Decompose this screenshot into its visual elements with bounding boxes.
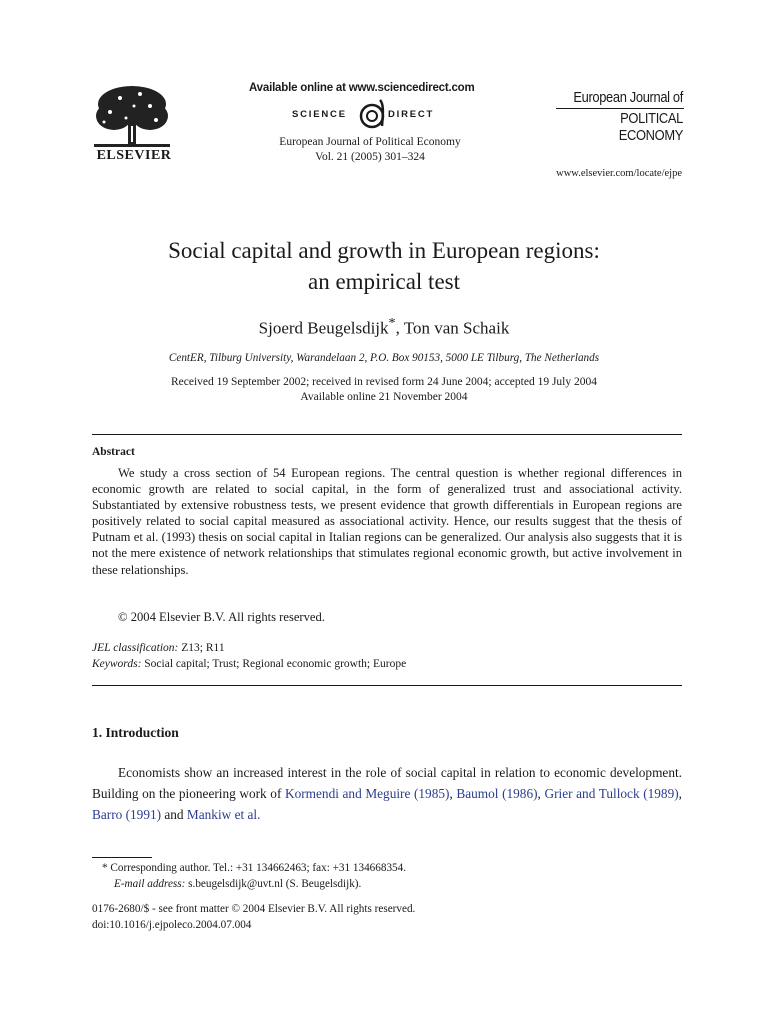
- author-list: [0, 315, 768, 339]
- available-online-date: Available online 21 November 2004: [300, 391, 468, 403]
- sciencedirect-left-word: SCIENCE: [292, 109, 347, 120]
- journal-logo: [571, 89, 683, 144]
- abstract-heading: Abstract: [92, 446, 135, 458]
- citation-link[interactable]: Mankiw et al.: [186, 807, 261, 822]
- email-value[interactable]: s.beugelsdijk@uvt.nl (S. Beugelsdijk).: [185, 878, 362, 890]
- publisher-name: ELSEVIER: [96, 148, 172, 163]
- citation-link[interactable]: Baumol (1986): [456, 786, 538, 801]
- corresponding-author-mark[interactable]: *: [388, 315, 396, 331]
- abstract-copyright: © 2004 Elsevier B.V. All rights reserved.: [118, 610, 325, 624]
- jel-classification: [92, 642, 225, 654]
- author-1: Sjoerd Beugelsdijk: [258, 318, 389, 338]
- doi-line[interactable]: doi:10.1016/j.ejpoleco.2004.07.004: [92, 919, 252, 931]
- jel-value: Z13; R11: [178, 642, 225, 654]
- sciencedirect-logo: [292, 100, 452, 130]
- sciencedirect-d-icon: [358, 96, 388, 130]
- citation-separator: ,: [537, 786, 545, 801]
- available-online-text: Available online at www.sciencedirect.com: [249, 82, 475, 94]
- keywords-value: Social capital; Trust; Regional economic growth; Europe: [141, 658, 407, 670]
- citation-separator: and: [161, 807, 187, 822]
- sciencedirect-right-word: DIRECT: [388, 109, 435, 120]
- journal-logo-rule: [556, 108, 684, 109]
- keywords-label: Keywords:: [92, 658, 142, 670]
- citation-link[interactable]: Kormendi and Meguire (1985): [285, 786, 450, 801]
- journal-logo-line1: European Journal of: [573, 89, 683, 106]
- introduction-paragraph: [92, 762, 682, 825]
- email-label: E-mail address:: [114, 878, 186, 890]
- abstract-top-rule: [92, 434, 682, 435]
- intro-text: Economists show an increased interest in the role of social capital in relation to economic development. Building on the pioneering work of: [92, 765, 682, 801]
- footnote-email: [114, 878, 361, 890]
- author-2: Ton van Schaik: [403, 318, 510, 338]
- article-title-line1: Social capital and growth in European regions:: [168, 238, 600, 263]
- footnote-rule: [92, 857, 152, 858]
- header-volume: Vol. 21 (2005) 301–324: [315, 151, 425, 163]
- citation-separator: ,: [678, 786, 682, 801]
- section-heading-introduction: 1. Introduction: [92, 725, 179, 740]
- issn-line: 0176-2680/$ - see front matter © 2004 Elsevier B.V. All rights reserved.: [92, 903, 416, 915]
- citation-link[interactable]: Grier and Tullock (1989): [544, 786, 679, 801]
- article-title-line2: an empirical test: [308, 269, 460, 294]
- abstract-bottom-rule: [92, 685, 682, 686]
- citation-separator: ,: [449, 786, 457, 801]
- jel-label: JEL classification:: [92, 642, 179, 654]
- keywords: [92, 658, 406, 670]
- journal-logo-line2: POLITICAL: [620, 110, 683, 127]
- received-dates: Received 19 September 2002; received in revised form 24 June 2004; accepted 19 July 2004: [170, 376, 598, 388]
- header-journal-name: European Journal of Political Economy: [279, 136, 461, 148]
- affiliation: CentER, Tilburg University, Warandelaan 2, P.O. Box 90153, 5000 LE Tilburg, The Netherlands: [168, 352, 600, 364]
- journal-logo-line3: ECONOMY: [618, 127, 683, 144]
- author-separator: ,: [395, 318, 404, 338]
- footnote-corresponding-author: * Corresponding author. Tel.: +31 134662463; fax: +31 134668354.: [102, 862, 407, 874]
- journal-url-link[interactable]: www.elsevier.com/locate/ejpe: [556, 168, 682, 179]
- citation-link[interactable]: Barro (1991): [92, 807, 162, 822]
- abstract-text: We study a cross section of 54 European regions. The central question is whether regional differences in economic growth are related to social capital, in the form of generalized trust and associational activity. Substantiated by extensive robustness tests, we present evidence that growth differentials in European regions are positively related to social capital measured as associational activity. Hence, our results suggest that the thesis of Putnam et al. (1993) thesis on social capital in Italian regions can be generalized. Our analysis also suggests that it is not the mere existence of network relationships that stimulates regional economic growth, but active involvement in these relationships.: [92, 466, 682, 577]
